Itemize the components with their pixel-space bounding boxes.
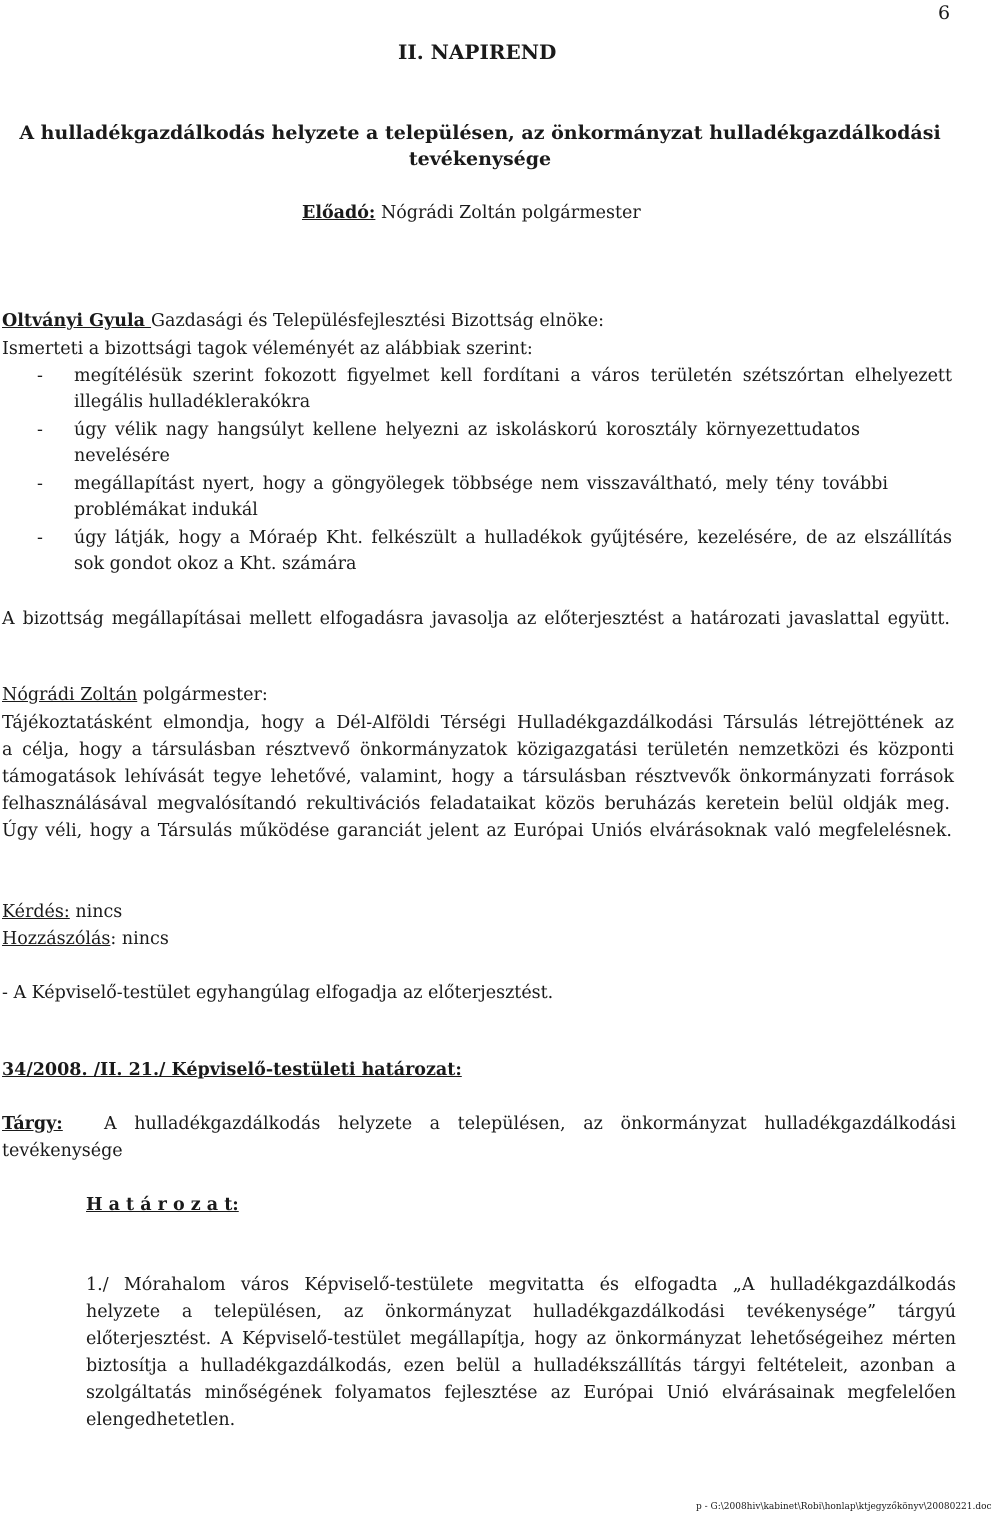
bullet-4-line-2: sok gondot okoz a Kht. számára [74, 554, 357, 574]
bullet-4-line-1: úgy látják, hogy a Móraép Kht. felkészült a hulladékok gyűjtésére, kezelésére, de az elszállítás [74, 528, 952, 548]
title-line-1: A hulladékgazdálkodás helyzete a településen, az önkormányzat hulladékgazdálkodási [19, 122, 941, 144]
agenda-heading: II. NAPIREND [398, 40, 557, 64]
mayor-text-line-5: Úgy véli, hogy a Társulás működése garanciát jelent az Európai Uniós elvárásoknak való megfelelésnek. [2, 821, 952, 841]
title-line-2: tevékenysége [408, 148, 552, 170]
question-value: nincs [69, 902, 123, 922]
mayor-text-line-1: Tájékoztatásként elmondja, hogy a Dél-Alföldi Térségi Hulladékgazdálkodási Társulás létrejöttének az [2, 713, 954, 733]
bullet-dash: - [37, 366, 43, 386]
mayor-text-line-2: a célja, hogy a társulásban résztvevő önkormányzatok közigazgatási területén nemzetközi és központi [2, 740, 954, 760]
mayor-text-line-4: felhasználásával megvalósítandó rekultivációs feladataikat közös beruházás keretein belül oldják meg. [2, 794, 950, 814]
committee-speaker-line [2, 311, 604, 331]
committee-speaker: Oltványi Gyula [2, 311, 152, 331]
mayor-speaker-line [2, 685, 268, 705]
subject-line-2: tevékenysége [2, 1141, 123, 1161]
subject-line-1: A hulladékgazdálkodás helyzete a településen, az önkormányzat hulladékgazdálkodási [104, 1114, 956, 1134]
bullet-dash: - [37, 474, 43, 494]
vote-result: - A Képviselő-testület egyhangúlag elfogadja az előterjesztést. [2, 983, 554, 1003]
question-label: Kérdés: [2, 902, 70, 922]
bullet-3-line-2: problémákat indukál [74, 500, 258, 520]
bullet-dash: - [37, 420, 43, 440]
resolution-line-2: helyzete a településen, az önkormányzat hulladékgazdálkodási tevékenysége” tárgyú [86, 1302, 956, 1322]
mayor-role: polgármester: [137, 685, 268, 705]
committee-conclusion: A bizottság megállapításai mellett elfogadásra javasolja az előterjesztést a határozati javaslattal együtt. [2, 609, 950, 629]
presenter-label: Előadó: [302, 203, 376, 223]
committee-role: Gazdasági és Településfejlesztési Bizottság elnöke: [151, 311, 605, 331]
bullet-2-line-1: úgy vélik nagy hangsúlyt kellene helyezni az iskoláskorú korosztály környezettudatos [74, 420, 860, 440]
resolution-line-5: szolgáltatás minőségének folyamatos fejlesztése az Európai Unió elvárásainak megfelelően [86, 1383, 956, 1403]
bullet-3-line-1: megállapítást nyert, hogy a göngyölegek többsége nem visszaváltható, mely tény további [74, 474, 888, 494]
resolution-number: 34/2008. /II. 21./ Képviselő-testületi határozat: [2, 1060, 462, 1080]
footer-file-path: p - G:\2008hiv\kabinet\Robi\honlap\ktjegyzőkönyv\20080221.doc [696, 1502, 992, 1512]
comment-line [2, 929, 169, 949]
resolution-line-1: 1./ Mórahalom város Képviselő-testülete megvitatta és elfogadta „A hulladékgazdálkodás [86, 1275, 956, 1295]
committee-intro: Ismerteti a bizottsági tagok véleményét az alábbiak szerint: [2, 339, 533, 359]
bullet-2-line-2: nevelésére [74, 446, 170, 466]
comment-value: : nincs [110, 929, 169, 949]
resolution-heading: H a t á r o z a t: [86, 1195, 239, 1215]
subject-label: Tárgy: [2, 1114, 63, 1134]
mayor-name: Nógrádi Zoltán [2, 685, 138, 705]
mayor-text-line-3: támogatások lehívását tegye lehetővé, valamint, hogy a társulásban résztvevők önkormányzati források [2, 767, 954, 787]
bullet-1-line-1: megítélésük szerint fokozott figyelmet kell fordítani a város területén szétszórtan elhelyezett [74, 366, 952, 386]
presenter-line [302, 203, 641, 223]
presenter-name: Nógrádi Zoltán polgármester [375, 203, 641, 223]
resolution-line-3: előterjesztést. A Képviselő-testület megállapítja, hogy az önkormányzat lehetőségeihez mérten [86, 1329, 956, 1349]
comment-label: Hozzászólás [2, 929, 111, 949]
page-number: 6 [938, 2, 951, 24]
question-line [2, 902, 122, 922]
bullet-dash: - [37, 528, 43, 548]
bullet-1-line-2: illegális hulladéklerakókra [74, 392, 311, 412]
resolution-line-6: elengedhetetlen. [86, 1410, 236, 1430]
resolution-line-4: biztosítja a hulladékgazdálkodás, ezen belül a hulladékszállítás tárgyi feltételeit, azonban a [86, 1356, 956, 1376]
